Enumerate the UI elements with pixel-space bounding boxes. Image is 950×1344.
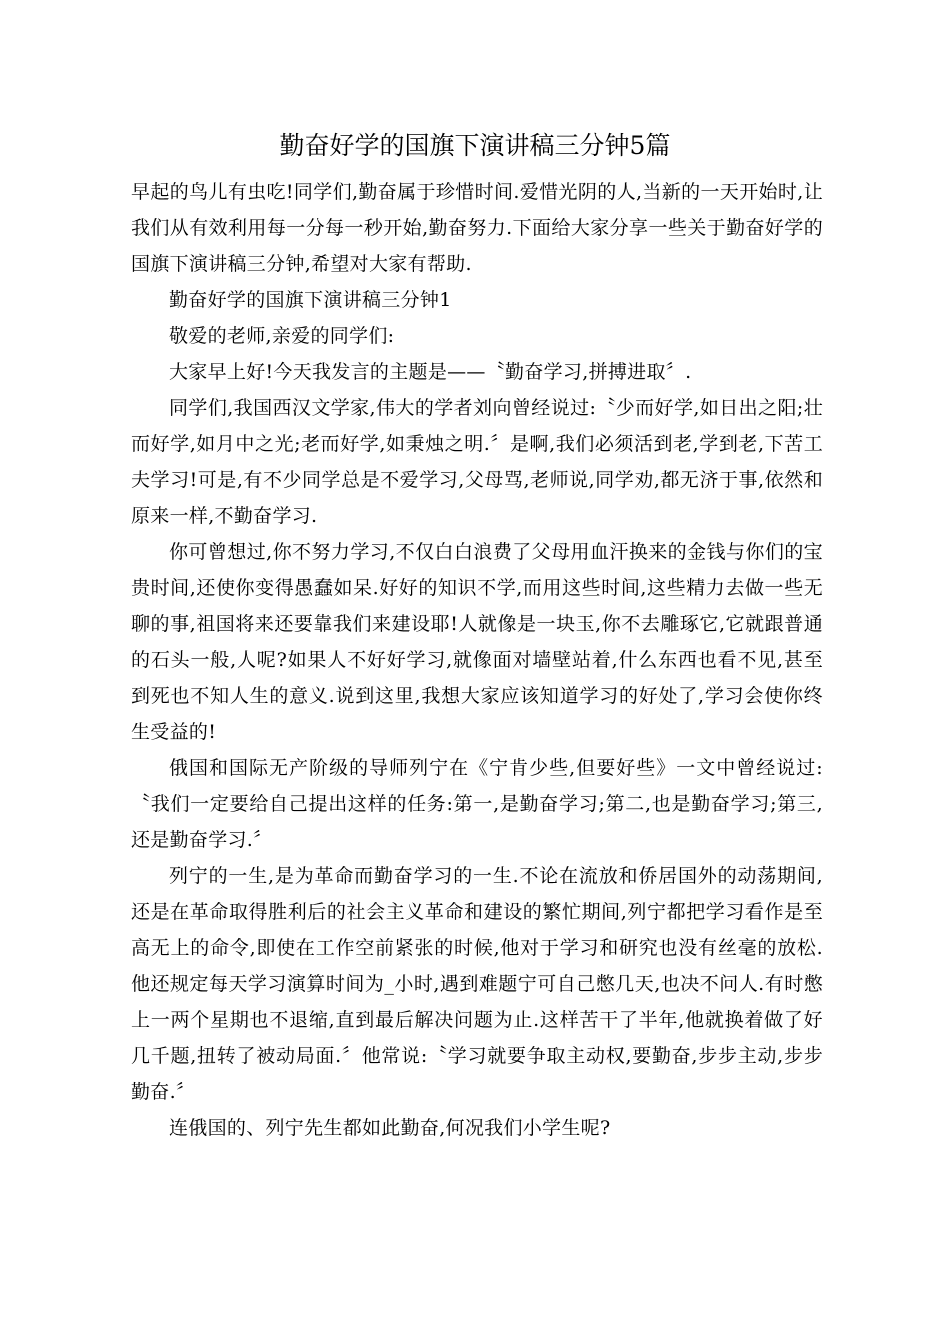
intro-paragraph: 早起的鸟儿有虫吃!同学们,勤奋属于珍惜时间.爱惜光阴的人,当新的一天开始时,让我们从有效利用每一分每一秒开始,勤奋努力.下面给大家分享一些关于勤奋好学的国旗下演讲稿三分钟,希望对大家有帮助. (131, 181, 823, 275)
body-paragraph: 俄国和国际无产阶级的导师列宁在《宁肯少些,但要好些》一文中曾经说过:〝我们一定要给自己提出这样的任务:第一,是勤奋学习;第二,也是勤奋学习;第三,还是勤奋学习.〞 (131, 757, 823, 851)
body-paragraph: 列宁的一生,是为革命而勤奋学习的一生.不论在流放和侨居国外的动荡期间,还是在革命取得胜利后的社会主义革命和建设的繁忙期间,列宁都把学习看作是至高无上的命令,即使在工作空前紧张的时候,他对于学习和研究也没有丝毫的放松.他还规定每天学习演算时间为_小时,遇到难题宁可自己憋几天,也决不问人.有时憋上一两个星期也不退缩,直到最后解决问题为止.这样苦干了半年,他就换着做了好几千题,扭转了被动局面.〞他常说:〝学习就要争取主动权,要勤奋,步步主动,步步勤奋.〞 (131, 865, 823, 1103)
document-body (131, 174, 823, 1146)
document-title: 勤奋好学的国旗下演讲稿三分钟5篇 (279, 131, 671, 160)
body-paragraph: 同学们,我国西汉文学家,伟大的学者刘向曾经说过:〝少而好学,如日出之阳;壮而好学,如月中之光;老而好学,如秉烛之明.〞是啊,我们必须活到老,学到老,下苦工夫学习!可是,有不少同学总是不爱学习,父母骂,老师说,同学劝,都无济于事,依然和原来一样,不勤奋学习. (131, 397, 823, 527)
section-heading: 勤奋好学的国旗下演讲稿三分钟1 (169, 289, 452, 311)
salutation: 敬爱的老师,亲爱的同学们: (169, 325, 395, 347)
body-paragraph: 连俄国的、列宁先生都如此勤奋,何况我们小学生呢? (169, 1117, 611, 1139)
body-paragraph: 你可曾想过,你不努力学习,不仅白白浪费了父母用血汗换来的金钱与你们的宝贵时间,还使你变得愚蠢如呆.好好的知识不学,而用这些时间,这些精力去做一些无聊的事,祖国将来还要靠我们来建设耶!人就像是一块玉,你不去雕琢它,它就跟普通的石头一般,人呢?如果人不好好学习,就像面对墙壁站着,什么东西也看不见,甚至到死也不知人生的意义.说到这里,我想大家应该知道学习的好处了,学习会使你终生受益的! (131, 541, 823, 743)
body-paragraph: 大家早上好!今天我发言的主题是——〝勤奋学习,拼搏进取〞. (169, 361, 692, 383)
